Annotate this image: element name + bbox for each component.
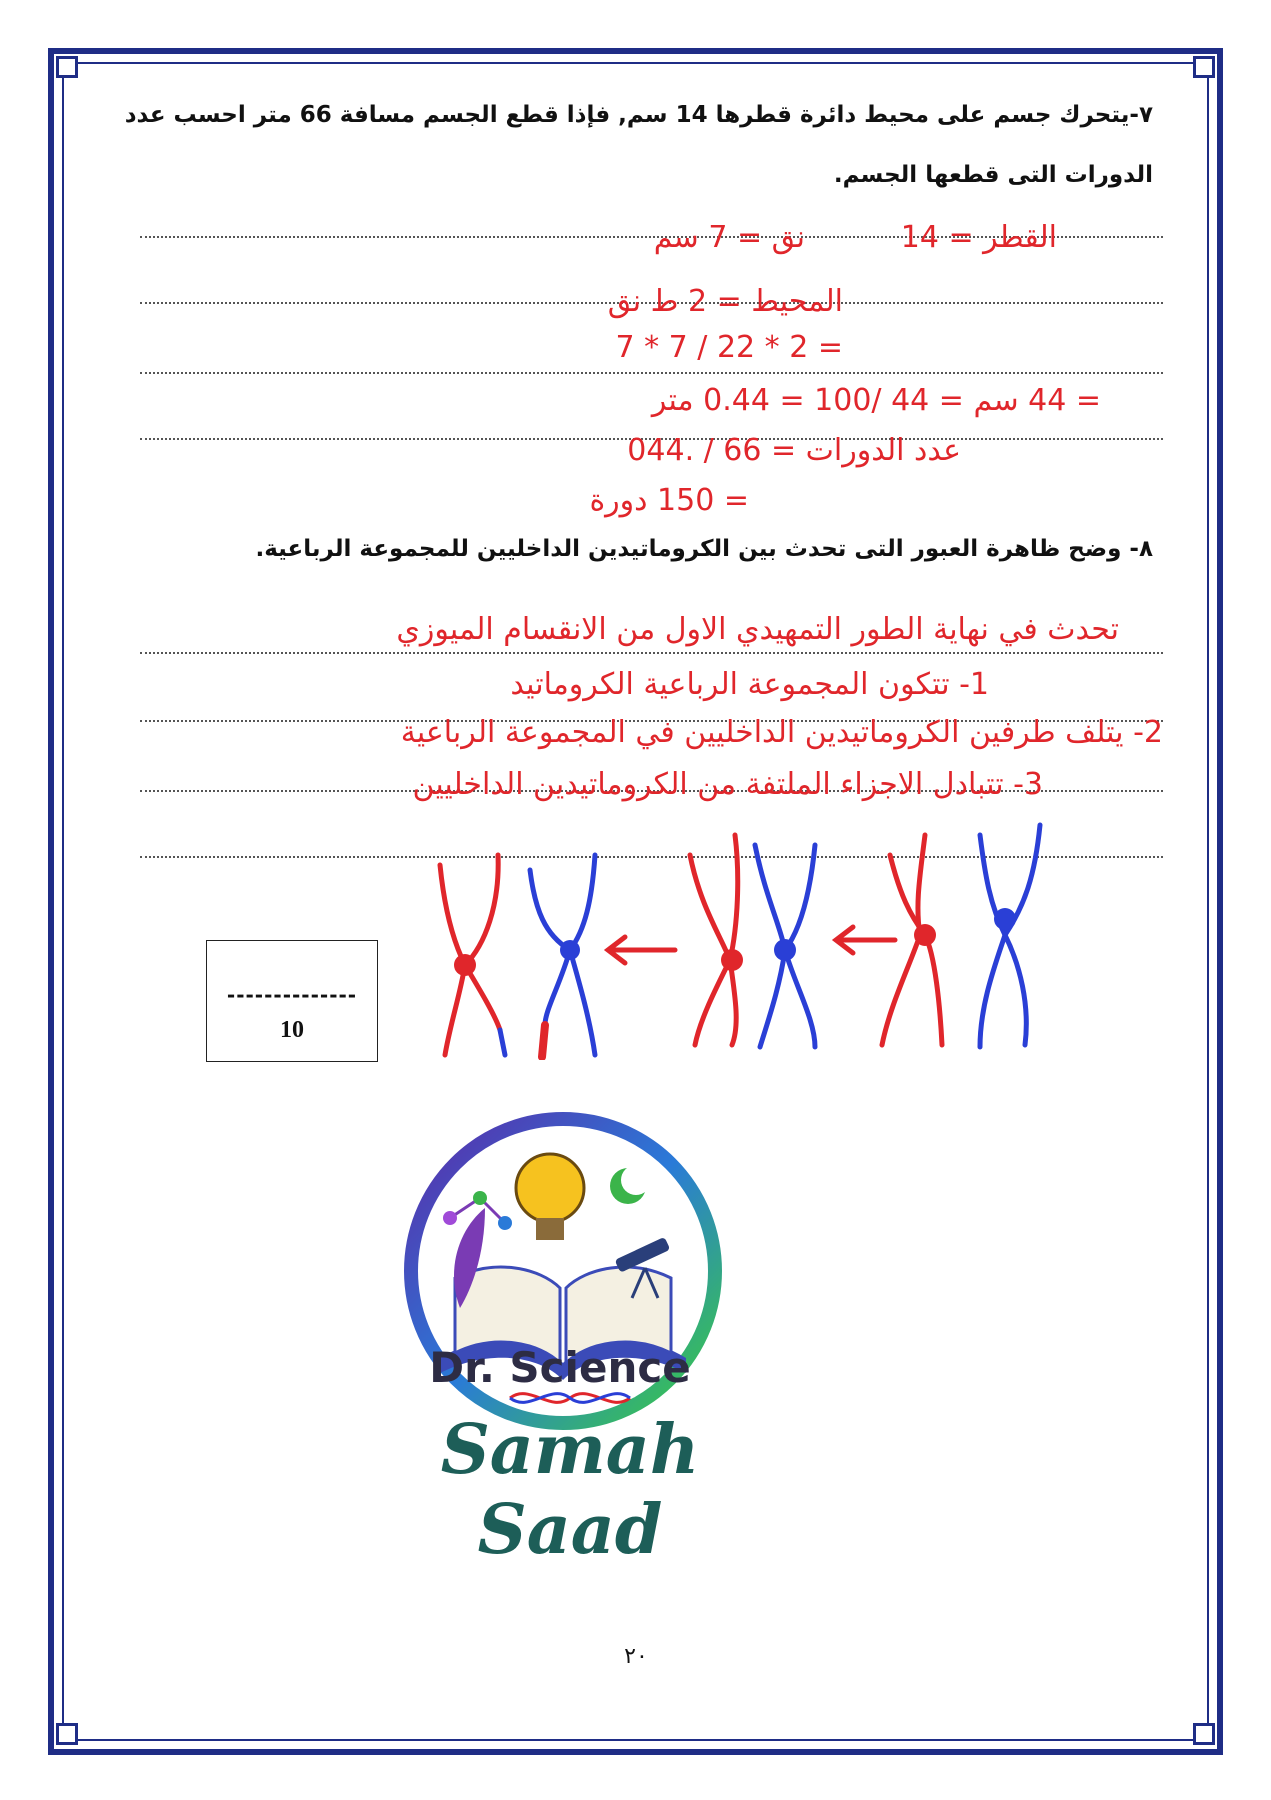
answer-7-circumference-formula: المحيط = 2 ط نق (607, 284, 843, 319)
answer-8-point-1: 1- تتكون المجموعة الرباعية الكروماتيد (510, 667, 989, 702)
score-dashes: -------------- (226, 983, 358, 1007)
page-number: ٢٠ (624, 1644, 648, 1669)
answer-8-intro: تحدث في نهاية الطور التمهيدي الاول من الانقسام الميوزي (396, 612, 1119, 647)
answer-7-rotations-formula: عدد الدورات = 66 / .044 (627, 433, 961, 468)
question-7-line-2: الدورات التى قطعها الجسم. (833, 162, 1153, 188)
frame-corner (1193, 56, 1215, 78)
answer-line (140, 652, 1163, 654)
frame-corner (56, 56, 78, 78)
question-8: ٨- وضح ظاهرة العبور التى تحدث بين الكروماتيدين الداخليين للمجموعة الرباعية. (255, 536, 1153, 562)
chromatid-pair-crossing (690, 835, 815, 1047)
answer-8-point-2: 2- يتلف طرفين الكروماتيدين الداخليين في المجموعة الرباعية (400, 715, 1163, 750)
score-box (206, 940, 378, 1062)
frame-corner (1193, 1723, 1215, 1745)
arrow-icon (836, 927, 895, 953)
chromatid-pair-initial (882, 825, 1040, 1047)
answer-7-radius: نق = 7 سم (653, 220, 805, 255)
answer-line (140, 372, 1163, 374)
crossing-over-drawing (420, 815, 1080, 1060)
answer-8-point-3: 3- تتبادل الاجزاء الملتفة من الكروماتيدين الداخليين (412, 767, 1043, 802)
logo-title: Dr. Science (429, 1343, 691, 1392)
answer-7-step-3: = 44 سم = 44 /100 = 0.44 متر (651, 383, 1101, 418)
frame-corner (56, 1723, 78, 1745)
answer-7-result: = 150 دورة (589, 483, 749, 518)
answer-7-step-2: = 2 * 22 / 7 * 7 (615, 330, 843, 365)
answer-7-diameter: القطر = 14 (900, 220, 1057, 255)
arrow-icon (608, 937, 675, 963)
score-value: 10 (280, 1017, 304, 1043)
question-7-line-1: ٧-يتحرك جسم على محيط دائرة قطرها 14 سم, فإذا قطع الجسم مسافة 66 متر احسب عدد (124, 102, 1153, 128)
logo-name: Samah Saad (440, 1410, 700, 1570)
chromatid-pair-exchanged (440, 855, 595, 1057)
